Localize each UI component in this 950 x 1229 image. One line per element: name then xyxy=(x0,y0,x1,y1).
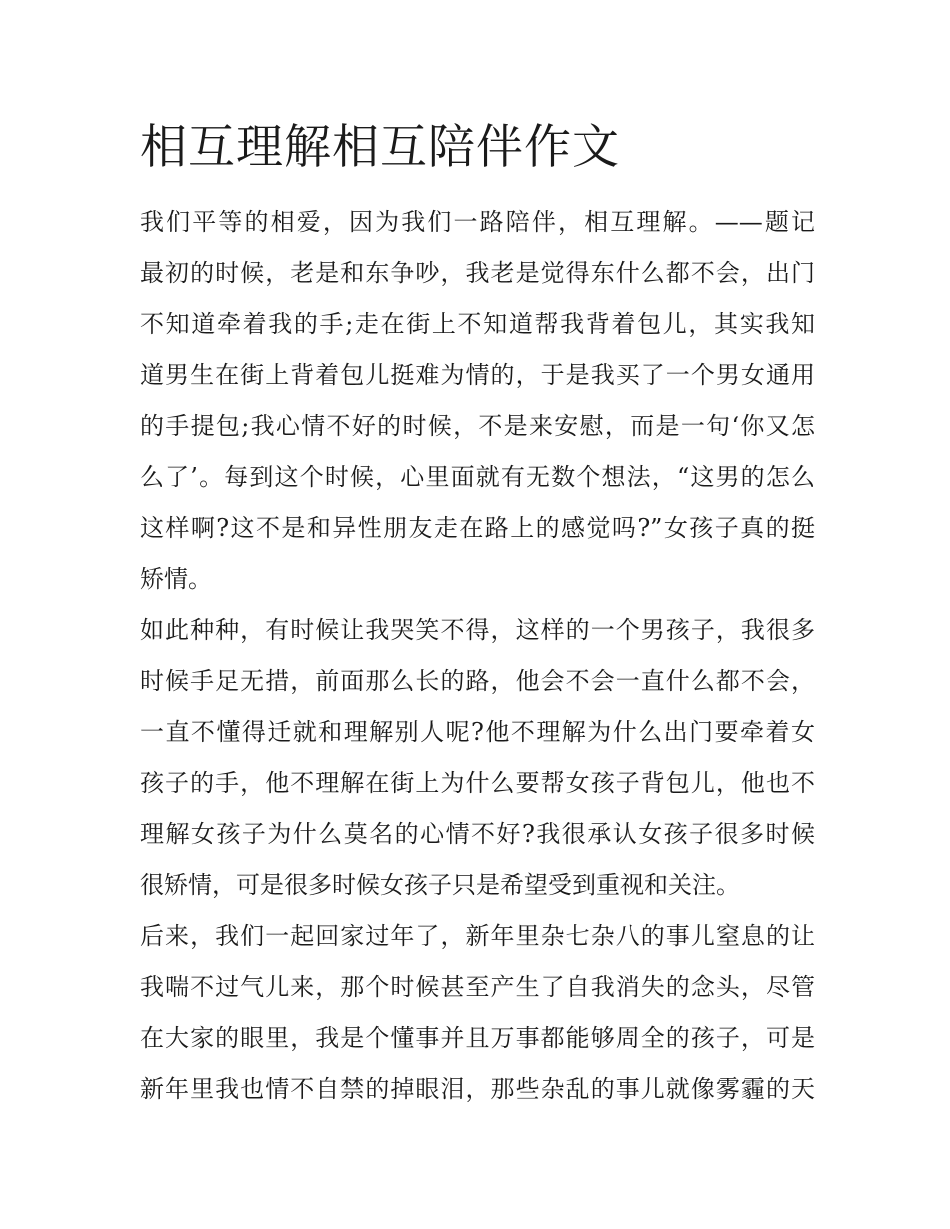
text-line: 我喘不过气儿来，那个时候甚至产生了自我消失的念头，尽管 xyxy=(140,973,815,1001)
text-line: 的手提包;我心情不好的时候，不是来安慰，而是一句‘你又怎 xyxy=(140,412,815,440)
document-body xyxy=(140,197,815,1115)
text-line: 道男生在街上背着包儿挺难为情的，于是我买了一个男女通用 xyxy=(140,361,815,389)
text-line: 最初的时候，老是和东争吵，我老是觉得东什么都不会，出门 xyxy=(140,259,815,287)
text-line: 后来，我们一起回家过年了，新年里杂七杂八的事儿窒息的让 xyxy=(140,922,815,950)
text-line: 么了’。每到这个时候，心里面就有无数个想法，“这男的怎么 xyxy=(140,463,815,491)
text-line: 在大家的眼里，我是个懂事并且万事都能够周全的孩子，可是 xyxy=(140,1024,815,1052)
text-line: 孩子的手，他不理解在街上为什么要帮女孩子背包儿，他也不 xyxy=(140,769,815,797)
text-line: 我们平等的相爱，因为我们一路陪伴，相互理解。——题记 xyxy=(140,208,815,236)
text-line: 新年里我也情不自禁的掉眼泪，那些杂乱的事儿就像雾霾的天 xyxy=(140,1075,815,1103)
text-line: 很矫情，可是很多时候女孩子只是希望受到重视和关注。 xyxy=(140,871,740,899)
text-line: 这样啊?这不是和异性朋友走在路上的感觉吗?”女孩子真的挺 xyxy=(140,514,815,542)
text-line: 如此种种，有时候让我哭笑不得，这样的一个男孩子，我很多 xyxy=(140,616,815,644)
text-line: 时候手足无措，前面那么长的路，他会不会一直什么都不会， xyxy=(140,667,815,695)
text-line: 矫情。 xyxy=(140,565,212,593)
text-line: 不知道牵着我的手;走在街上不知道帮我背着包儿，其实我知 xyxy=(140,310,815,338)
text-line: 一直不懂得迁就和理解别人呢?他不理解为什么出门要牵着女 xyxy=(140,718,815,746)
text-line: 理解女孩子为什么莫名的心情不好?我很承认女孩子很多时候 xyxy=(140,820,815,848)
document-title: 相互理解相互陪伴作文 xyxy=(140,120,620,175)
